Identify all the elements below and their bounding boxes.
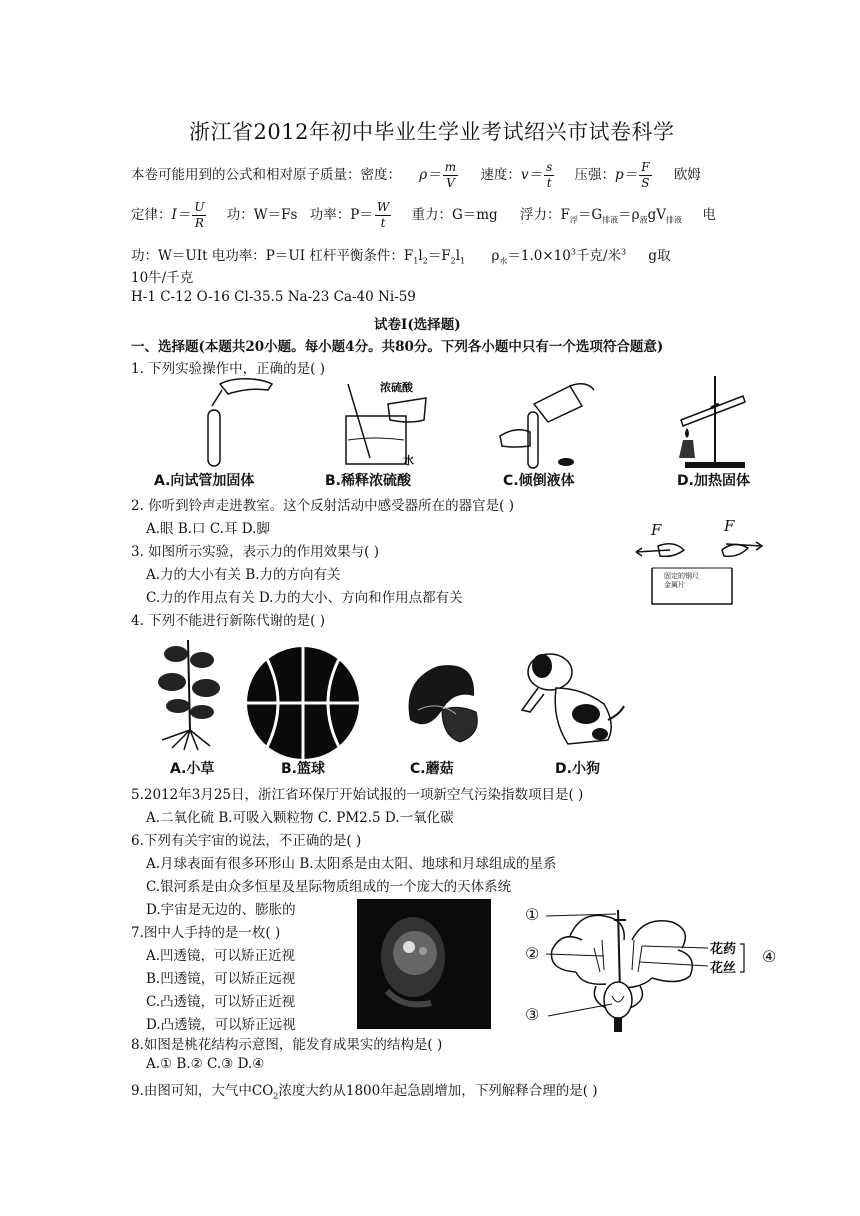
mushroom-image (398, 660, 488, 755)
lever-label: 功：W＝UIt 电功率：P＝UI 杠杆平衡条件：F (131, 248, 414, 264)
q7-option-a: A.凹透镜，可以矫正近视 (146, 948, 296, 964)
force-label-right: F (724, 517, 735, 535)
q7-option-d: D.凸透镜，可以矫正远视 (146, 1017, 296, 1033)
q2-options: A.眼 B.口 C.耳 D.脚 (146, 521, 270, 537)
q8-options: A.① B.② C.③ D.④ (146, 1056, 265, 1072)
flower-label-1: ① (525, 905, 540, 924)
q1-caption-d: D.加热固体 (677, 473, 750, 489)
q5-stem: 5.2012年3月25日，浙江省环保厅开始试报的一项新空气污染指数项目是( ) (131, 787, 584, 803)
formula-line-2 (131, 200, 716, 231)
q3-options-ab: A.力的大小有关 B.力的方向有关 (146, 567, 341, 583)
q4-caption-d: D.小狗 (555, 761, 600, 777)
speed-formula: v＝ (520, 167, 543, 183)
buoyancy-formula: 浮力：$F_浮=G_{排液}=\rho_液gV_{排液}$ (520, 207, 683, 225)
q7-stem: 7.图中人手持的是一枚( ) (131, 925, 281, 941)
q1-caption-a: A.向试管加固体 (154, 473, 255, 489)
test-tube-solid-figure (190, 376, 280, 471)
force-label-left: F (651, 521, 662, 539)
pressure-label: 压强： (574, 167, 616, 183)
q6-option-ab: A.月球表面有很多环形山 B.太阳系是由太阳、地球和月球组成的星系 (146, 856, 557, 872)
work-formula: 功：W＝Fs (226, 207, 298, 223)
ohm-formula: I＝ (171, 207, 191, 223)
label-water: 水 (403, 454, 414, 467)
q4-stem: 4. 下列不能进行新陈代谢的是( ) (131, 613, 325, 629)
q5-options: A.二氧化硫 B.可吸入颗粒物 C. PM2.5 D.一氧化碳 (146, 810, 454, 826)
formula-line-3: 功：W＝UIt 电功率：P＝UI 杠杆平衡条件：$F_1l_2=F_2l_1$ $\rho_水=1.0\times 10^3$千克/米$^3$ g取 (131, 247, 671, 266)
q3-options-cd: C.力的作用点有关 D.力的大小、方向和作用点都有关 (146, 590, 463, 606)
q1-caption-b: B.稀释浓硫酸 (325, 473, 411, 489)
pressure-fraction: $\frac{F}{S}$ (641, 160, 650, 190)
q6-option-c: C.银河系是由众多恒星及星际物质组成的一个庞大的天体系统 (146, 879, 512, 895)
flower-label-3: ③ (525, 1005, 540, 1024)
lens-photo (357, 899, 491, 1029)
q7-option-b: B.凹透镜，可以矫正远视 (146, 971, 296, 987)
q7-option-c: C.凸透镜，可以矫正近视 (146, 994, 296, 1010)
page-title: 浙江省2012年初中毕业生学业考试绍兴市试卷科学 (189, 120, 675, 144)
q4-caption-a: A.小草 (170, 761, 215, 777)
formula-line-4: 10牛/千克 (131, 270, 194, 286)
ruler-label: 固定的钢尺 金属片 (664, 572, 699, 589)
flower-label-4: ④ (762, 947, 777, 966)
q4-caption-b: B.篮球 (281, 761, 325, 777)
power-fraction: $\frac{W}{t}$ (376, 200, 390, 230)
flower-label-filament: 花丝 (710, 961, 737, 976)
basketball-image (245, 645, 361, 761)
g-label: g取 (648, 248, 671, 264)
formula-line-1 (131, 160, 701, 191)
elec-label: 电 (702, 207, 716, 223)
q3-stem: 3. 如图所示实验，表示力的作用效果与( ) (131, 544, 379, 560)
q6-stem: 6.下列有关宇宙的说法，不正确的是( ) (131, 833, 362, 849)
power-formula: 功率：P＝ (309, 207, 373, 223)
label-conc-acid: 浓硫酸 (380, 381, 413, 394)
puppy-image (512, 648, 632, 758)
section-title: 试卷Ⅰ(选择题) (374, 317, 461, 333)
flower-label-anther: 花药 (710, 942, 737, 957)
q2-stem: 2. 你听到铃声走进教室。这个反射活动中感受器所在的器官是( ) (131, 498, 514, 514)
atomic-masses: H-1 C-12 O-16 Cl-35.5 Na-23 Ca-40 Ni-59 (131, 289, 416, 305)
heat-solid-figure (665, 374, 755, 472)
q1-stem: 1. 下列实验操作中，正确的是( ) (131, 361, 325, 377)
q1-caption-c: C.倾倒液体 (503, 473, 575, 489)
speed-fraction: $\frac{s}{t}$ (546, 160, 553, 190)
q4-caption-c: C.蘑菇 (410, 761, 454, 777)
density-formula: ρ＝ (419, 167, 441, 183)
q6-option-d: D.宇宙是无边的、膨胀的 (146, 902, 296, 918)
flower-label-2: ② (525, 944, 540, 963)
density-fraction: $\frac{m}{V}$ (444, 160, 457, 190)
formula-intro: 本卷可能用到的公式和相对原子质量：密度： (131, 167, 401, 183)
q9-stem: 9.由图可知，大气中$CO_2$浓度大约从1800年起急剧增加，下列解释合理的是( ) (131, 1083, 598, 1101)
pour-liquid-figure (490, 376, 600, 471)
gravity-formula: 重力：G＝mg (411, 207, 498, 223)
ohm-label: 欧姆 (673, 167, 701, 183)
section-instruction: 一、选择题(本题共20小题。每小题4分。共80分。下列各小题中只有一个选项符合题意) (131, 339, 664, 355)
grass-plant-image (150, 630, 230, 755)
q8-stem: 8.如图是桃花结构示意图，能发育成果实的结构是( ) (131, 1037, 443, 1053)
ohm-law-label: 定律： (131, 207, 172, 223)
water-density: $\rho_水=1.0\times 10^3$千克/米$^3$ (491, 247, 627, 266)
speed-label: 速度： (480, 167, 521, 183)
pressure-formula: p＝ (615, 167, 638, 183)
ohm-fraction: $\frac{U}{R}$ (194, 200, 205, 230)
